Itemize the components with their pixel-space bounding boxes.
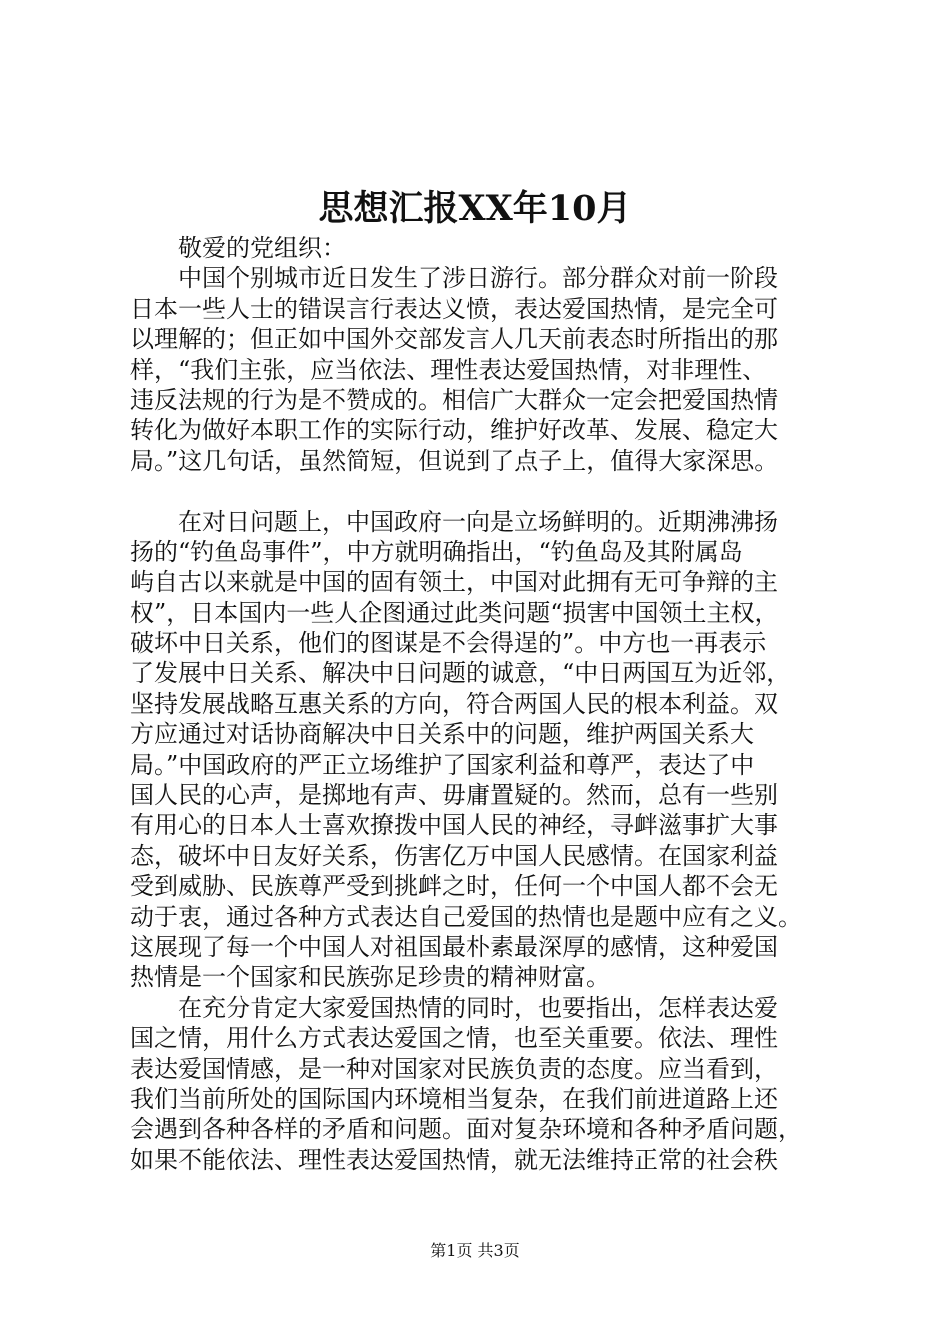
paragraph-line: 违反法规的行为是不赞成的。相信广大群众一定会把爱国热情 [130,385,778,414]
paragraph-spacer [130,476,840,506]
paragraph-line: 这展现了每一个中国人对祖国最朴素最深厚的感情，这种爱国 [130,932,778,961]
paragraph-line: 如果不能依法、理性表达爱国热情，就无法维持正常的社会秩 [130,1145,778,1174]
paragraph-line: 国人民的心声，是掷地有声、毋庸置疑的。然而，总有一些别 [130,781,778,810]
paragraph-line: 会遇到各种各样的矛盾和问题。面对复杂环境和各种矛盾问题， [130,1115,802,1144]
paragraph-line: 以理解的；但正如中国外交部发言人几天前表态时所指出的那 [130,325,778,354]
paragraph-line: 扬的“钓鱼岛事件”，中方就明确指出，“钓鱼岛及其附属岛 [130,537,743,566]
paragraph-line: 动于衷，通过各种方式表达自己爱国的热情也是题中应有之义。 [130,902,802,931]
paragraph-1 [130,263,840,476]
paragraph-line: 转化为做好本职工作的实际行动，维护好改革、发展、稳定大 [130,416,778,445]
paragraph-line: 权”，日本国内一些人企图通过此类问题“损害中国领土主权， [130,598,779,627]
paragraph-line: 局。”中国政府的严正立场维护了国家利益和尊严，表达了中 [130,750,755,779]
paragraph-line: 有用心的日本人士喜欢撩拨中国人民的神经，寻衅滋事扩大事 [130,811,778,840]
paragraph-line: 中国个别城市近日发生了涉日游行。部分群众对前一阶段 [178,264,778,293]
paragraph-line: 受到威胁、民族尊严受到挑衅之时，任何一个中国人都不会无 [130,872,778,901]
paragraph-line: 我们当前所处的国际国内环境相当复杂，在我们前进道路上还 [130,1084,778,1113]
paragraph-line: 表达爱国情感，是一种对国家对民族负责的态度。应当看到， [130,1054,778,1083]
paragraph-line: 在充分肯定大家爱国热情的同时，也要指出，怎样表达爱 [178,993,778,1022]
paragraph-line: 日本一些人士的错误言行表达义愤，表达爱国热情，是完全可 [130,294,778,323]
document-title: 思想汇报XX年10月 [318,188,632,229]
paragraph-line: 方应通过对话协商解决中日关系中的问题，维护两国关系大 [130,720,754,749]
paragraph-line: 国之情，用什么方式表达爱国之情，也至关重要。依法、理性 [130,1024,778,1053]
paragraph-line: 破坏中日关系，他们的图谋是不会得逞的”。中方也一再表示 [130,629,767,658]
page-number-footer: 第1页 共3页 [430,1241,520,1260]
paragraph-line: 热情是一个国家和民族弥足珍贵的精神财富。 [130,963,610,992]
paragraph-3 [130,993,840,1175]
paragraph-line: 在对日问题上，中国政府一向是立场鲜明的。近期沸沸扬 [178,507,778,536]
paragraph-2 [130,507,840,993]
paragraph-line: 坚持发展战略互惠关系的方向，符合两国人民的根本利益。双 [130,689,778,718]
document-body [130,233,840,1175]
paragraph-line: 样，“我们主张，应当依法、理性表达爱国热情，对非理性、 [130,355,767,384]
greeting: 敬爱的党组织： [178,234,346,262]
paragraph-line: 态，破坏中日友好关系，伤害亿万中国人民感情。在国家利益 [130,841,778,870]
paragraph-line: 屿自古以来就是中国的固有领土，中国对此拥有无可争辩的主 [130,568,778,597]
paragraph-line: 局。”这几句话，虽然简短，但说到了点子上，值得大家深思。 [130,446,779,475]
paragraph-line: 了发展中日关系、解决中日问题的诚意，“中日两国互为近邻， [130,659,791,688]
